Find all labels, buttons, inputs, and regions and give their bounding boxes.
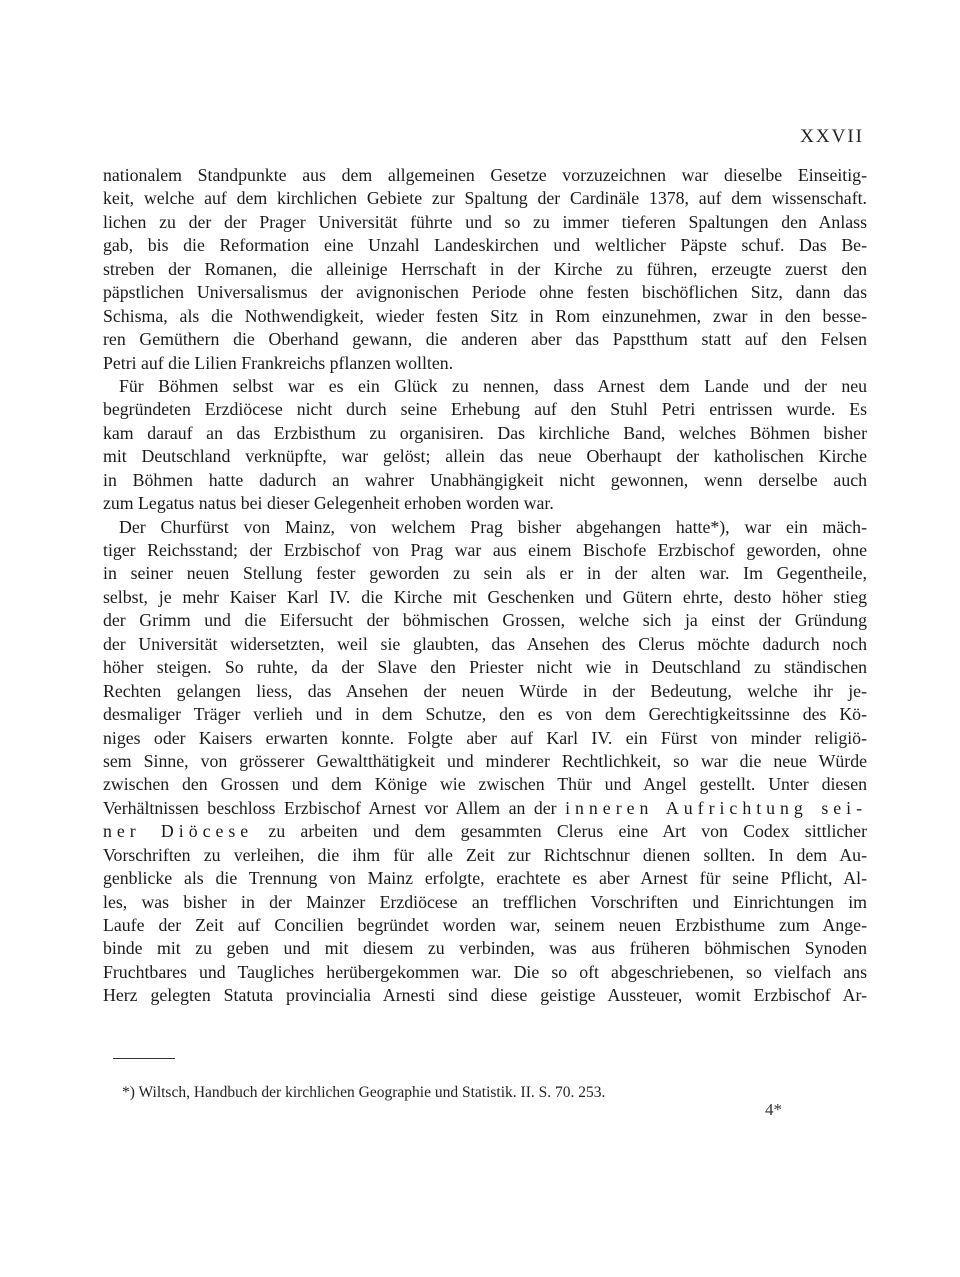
text-line: streben der Romanen, die alleinige Herrschaft in der Kirche zu führen, erzeugte zuerst den [103, 258, 867, 279]
text-line: keit, welche auf dem kirchlichen Gebiete zur Spaltung der Cardinäle 1378, auf dem wissenschaft. [103, 188, 867, 209]
text-line: gab, bis die Reformation eine Unzahl Landeskirchen und weltlicher Päpste schuf. Das Be- [103, 235, 867, 256]
text-line: sem Sinne, von grösserer Gewaltthätigkeit und minderer Rechtlichkeit, so war die neue Würde [103, 750, 867, 771]
text-line: Schisma, als die Nothwendigkeit, wieder festen Sitz in Rom einzunehmen, zwar in den besse- [103, 305, 867, 326]
signature-mark: 4* [765, 1100, 782, 1119]
text-line: niges oder Kaisers erwarten konnte. Folgte aber auf Karl IV. ein Fürst von minder religiö- [103, 727, 867, 748]
emphasized-text: inneren Aufrichtung sei- [565, 797, 868, 818]
text-line [103, 820, 867, 843]
body-text [103, 164, 867, 1008]
text-line: selbst, je mehr Kaiser Karl IV. die Kirche mit Geschenken und Gütern ehrte, desto höher stieg [103, 586, 867, 607]
paragraph [103, 375, 867, 516]
text-line: Für Böhmen selbst war es ein Glück zu nennen, dass Arnest dem Lande und der neu [119, 375, 867, 396]
text-line: Petri auf die Lilien Frankreichs pflanzen wollten. [103, 352, 454, 373]
text-line: genblicke als die Trennung von Mainz erfolgte, erachtete es aber Arnest für seine Pflicht, Al- [103, 868, 867, 889]
text-line: päpstlichen Universalismus der avignonischen Periode ohne festen bischöflichen Sitz, dann das [103, 282, 867, 303]
text-line: zwischen den Grossen und dem Könige wie zwischen Thür und Angel gestellt. Unter diesen [103, 774, 867, 795]
text-line: tiger Reichsstand; der Erzbischof von Prag war aus einem Bischofe Erzbischof geworden, ohne [103, 540, 867, 560]
text-line: nationalem Standpunkte aus dem allgemeinen Gesetze vorzuzeichnen war dieselbe Einseitig- [103, 165, 867, 185]
text-line: lichen zu der der Prager Universität führte und so zu immer tieferen Spaltungen den Anlass [103, 211, 867, 232]
text-line: les, was bisher in der Mainzer Erzdiöcese an trefflichen Vorschriften und Einrichtungen im [103, 891, 867, 912]
text-line: der Universität widersetzten, weil sie glaubten, das Ansehen des Clerus möchte dadurch noch [103, 633, 867, 654]
emphasized-text: ner Diöcese [103, 821, 254, 842]
page-number: XXVII [800, 126, 864, 147]
text-line: in seiner neuen Stellung fester geworden zu sein als er in der alten war. Im Gegentheile, [103, 563, 867, 584]
footnote: *) Wiltsch, Handbuch der kirchlichen Geographie und Statistik. II. S. 70. 253. [122, 1084, 606, 1101]
footnote-divider [113, 1058, 175, 1059]
text-line: kam darauf an das Erzbisthum zu organisiren. Das kirchliche Band, welches Böhmen bisher [103, 422, 867, 443]
text-line: höher steigen. So ruhte, da der Slave den Priester nicht wie in Deutschland zu ständischen [103, 657, 867, 678]
text-segment: zu arbeiten und dem gesammten Clerus eine Art von Codex sittlicher [268, 821, 867, 842]
text-line: desmaliger Träger verlieh und in dem Schutze, den es von dem Gerechtigkeitssinne des Kö- [103, 704, 867, 725]
text-line [103, 797, 867, 820]
text-line: Laufe der Zeit auf Concilien begründet worden war, seinem neuen Erzbisthume zum Ange- [103, 915, 867, 935]
text-line: der Grimm und die Eifersucht der böhmischen Grossen, welche sich ja einst der Gründung [103, 610, 867, 631]
text-line: Fruchtbares und Taugliches herübergekommen war. Die so oft abgeschriebenen, so vielfach ans [103, 961, 867, 982]
text-segment: Verhältnissen beschloss Erzbischof Arnest vor Allem an der [103, 797, 557, 818]
text-line: ren Gemüthern die Oberhand gewann, die anderen aber das Papstthum statt auf den Felsen [103, 329, 867, 350]
paragraph [103, 516, 867, 1008]
text-line: zum Legatus natus bei dieser Gelegenheit erhoben worden war. [103, 493, 554, 514]
text-line: Rechten gelangen liess, das Ansehen der neuen Würde in der Bedeutung, welche ihr je- [103, 680, 867, 701]
text-line: binde mit zu geben und mit diesem zu verbinden, was aus früheren böhmischen Synoden [103, 938, 867, 959]
text-line: Vorschriften zu verleihen, die ihm für alle Zeit zur Richtschnur dienen sollten. In dem Au- [103, 844, 867, 865]
text-line: begründeten Erzdiöcese nicht durch seine Erhebung auf den Stuhl Petri entrissen wurde. Es [103, 399, 867, 420]
text-line: in Böhmen hatte dadurch an wahrer Unabhängigkeit nicht gewonnen, wenn derselbe auch [103, 469, 867, 490]
text-line: Der Churfürst von Mainz, von welchem Prag bisher abgehangen hatte*), war ein mäch- [119, 516, 867, 537]
text-line: mit Deutschland verknüpfte, war gelöst; allein das neue Oberhaupt der katholischen Kirche [103, 446, 867, 467]
paragraph [103, 164, 867, 375]
text-line: Herz gelegten Statuta provincialia Arnesti sind diese geistige Aussteuer, womit Erzbischof Ar- [103, 985, 867, 1006]
